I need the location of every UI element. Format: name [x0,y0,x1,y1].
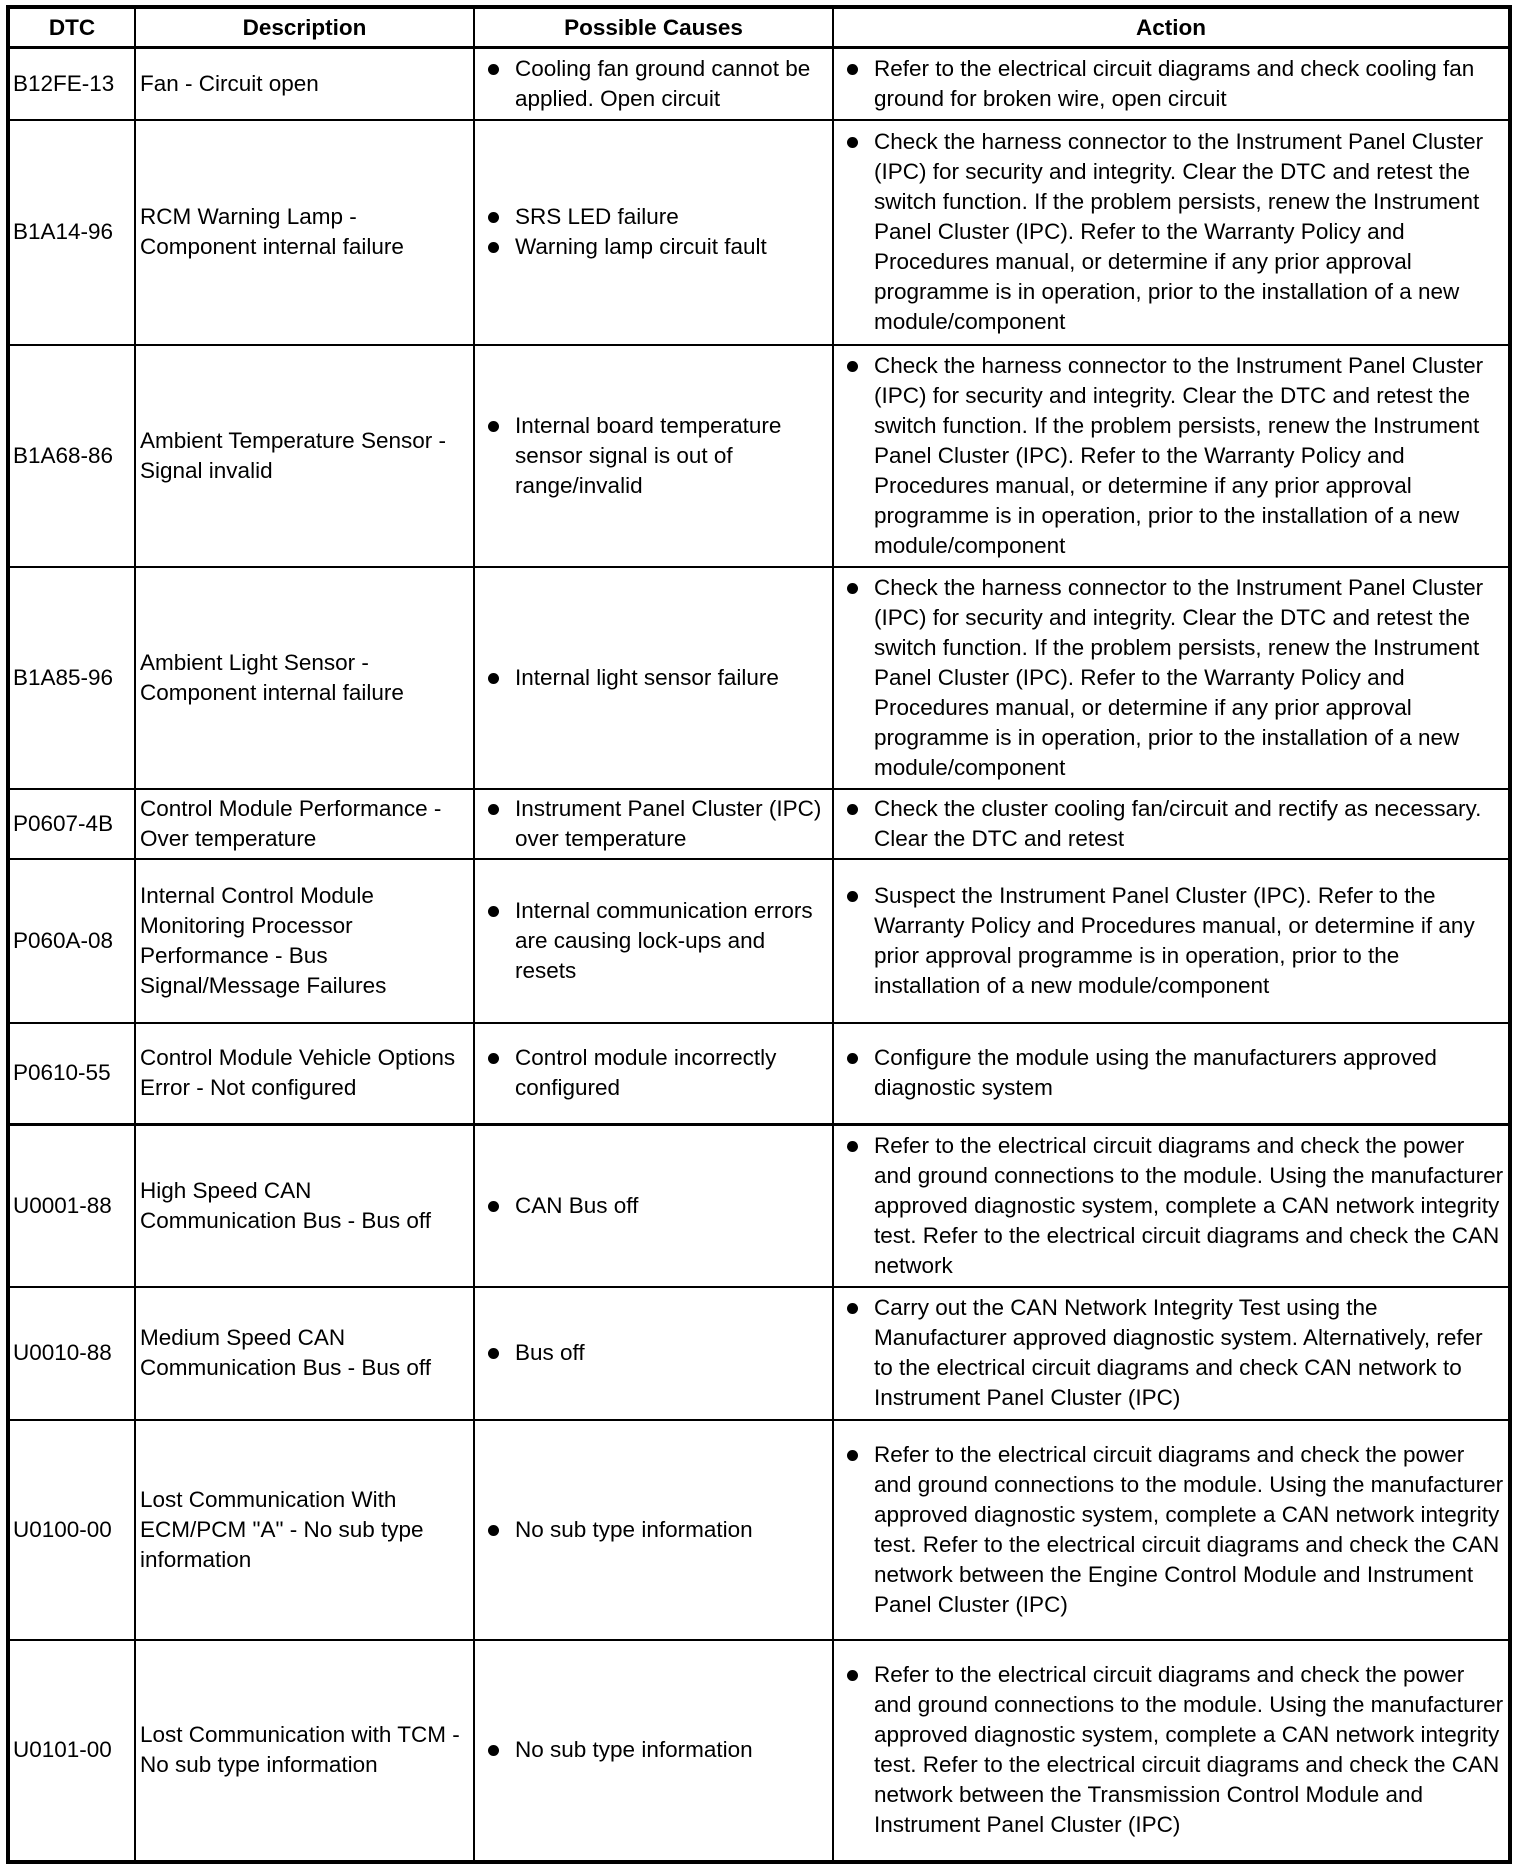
dtc-code: B12FE-13 [8,48,135,120]
possible-causes-cell [474,48,833,120]
possible-cause-item [481,54,828,114]
table-row [8,859,1510,1023]
dtc-description: Control Module Vehicle Options Error - Not configured [135,1023,474,1125]
action-cell [833,859,1510,1023]
possible-causes-cell [474,1287,833,1420]
action-text: Refer to the electrical circuit diagrams and check the power and ground connections to the module. Using the manufacturer approved diagnostic system, complete a CAN network integrity test. Refer to the electrical circuit diagrams and check the CAN network between the Engine Control Module and Instrument Panel Cluster (IPC) [874,1441,1504,1617]
bullet-icon [847,361,858,372]
action-list [840,1131,1504,1281]
possible-cause-text: No sub type information [515,1737,753,1762]
dtc-code: B1A14-96 [8,120,135,345]
dtc-description: Control Module Performance - Over temperature [135,789,474,859]
table-row [8,1023,1510,1125]
possible-cause-item [481,663,828,693]
dtc-code: U0100-00 [8,1420,135,1640]
possible-causes-cell [474,120,833,345]
possible-cause-text: No sub type information [515,1516,753,1542]
table-row [8,1287,1510,1420]
action-text: Check the harness connector to the Instrument Panel Cluster (IPC) for security and integrity. Clear the DTC and retest the switch function. If the problem persists, renew the Instrument Panel Cluster (IPC). Refer to the Warranty Policy and Procedures manual, or determine if any prior approval programme is in operation, prior to the installation of a new module/component [874,129,1484,334]
possible-cause-item [481,896,828,986]
table-row [8,1125,1510,1287]
action-list [840,54,1504,114]
dtc-description: Ambient Temperature Sensor - Signal invalid [135,345,474,567]
possible-causes-cell [474,1125,833,1287]
bullet-icon [488,1201,499,1212]
bullet-icon [488,64,499,75]
action-item [840,1131,1504,1281]
bullet-icon [847,1141,858,1152]
possible-causes-list [481,1735,828,1765]
bullet-icon [847,583,858,594]
possible-cause-text: Warning lamp circuit fault [515,234,767,259]
possible-causes-list [481,202,828,262]
dtc-table [6,5,1512,1864]
action-cell [833,120,1510,345]
bullet-icon [488,1348,499,1359]
action-text: Check the harness connector to the Instrument Panel Cluster (IPC) for security and integrity. Clear the DTC and retest the switch function. If the problem persists, renew the Instrument Panel Cluster (IPC). Refer to the Warranty Policy and Procedures manual, or determine if any prior approval programme is in operation, prior to the installation of a new module/component [874,352,1484,558]
header-row [8,7,1510,48]
dtc-code: U0001-88 [8,1125,135,1287]
action-item [840,351,1504,561]
possible-causes-cell [474,345,833,567]
possible-causes-cell [474,1023,833,1125]
possible-causes-list [481,1515,828,1545]
action-list [840,1043,1504,1103]
action-cell [833,789,1510,859]
bullet-icon [847,804,858,815]
possible-causes-list [481,896,828,986]
action-text: Refer to the electrical circuit diagrams and check cooling fan ground for broken wire, open circuit [874,55,1475,111]
action-cell [833,1125,1510,1287]
bullet-icon [488,1525,499,1536]
possible-causes-cell [474,1640,833,1862]
action-list [840,351,1504,561]
bullet-icon [488,242,499,253]
dtc-code: P060A-08 [8,859,135,1023]
action-text: Check the harness connector to the Instrument Panel Cluster (IPC) for security and integrity. Clear the DTC and retest the switch function. If the problem persists, renew the Instrument Panel Cluster (IPC). Refer to the Warranty Policy and Procedures manual, or determine if any prior approval programme is in operation, prior to the installation of a new module/component [874,574,1484,780]
dtc-code: B1A85-96 [8,567,135,789]
action-cell [833,345,1510,567]
bullet-icon [847,1670,858,1681]
possible-cause-item [481,1191,828,1221]
possible-cause-text: Instrument Panel Cluster (IPC) over temperature [515,795,822,851]
action-item [840,573,1504,783]
bullet-icon [847,891,858,902]
possible-cause-item [481,1043,828,1103]
action-cell [833,1023,1510,1125]
action-text: Carry out the CAN Network Integrity Test using the Manufacturer approved diagnostic system. Alternatively, refer to the electrical circuit diagrams and check CAN network to Instrument Panel Cluster (IPC) [874,1295,1483,1410]
possible-cause-text: CAN Bus off [515,1192,639,1218]
dtc-description: RCM Warning Lamp - Component internal failure [135,120,474,345]
dtc-description: Ambient Light Sensor - Component internal failure [135,567,474,789]
table-row [8,789,1510,859]
action-text: Check the cluster cooling fan/circuit and rectify as necessary. Clear the DTC and retest [874,795,1482,851]
dtc-description: Lost Communication with TCM - No sub type information [135,1640,474,1862]
action-item [840,127,1504,337]
table-body [8,48,1510,1862]
action-cell [833,1640,1510,1862]
header-description: Description [135,7,474,48]
action-cell [833,1287,1510,1420]
action-list [840,1293,1504,1413]
dtc-description: High Speed CAN Communication Bus - Bus off [135,1125,474,1287]
dtc-description: Medium Speed CAN Communication Bus - Bus off [135,1287,474,1420]
dtc-code: U0101-00 [8,1640,135,1862]
action-list [840,1660,1504,1840]
bullet-icon [847,64,858,75]
action-item [840,794,1504,854]
possible-causes-list [481,1338,828,1368]
action-text: Refer to the electrical circuit diagrams and check the power and ground connections to the module. Using the manufacturer approved diagnostic system, complete a CAN network integrity test. Refer to the electrical circuit diagrams and check the CAN network between the Transmission Control Module and Instrument Panel Cluster (IPC) [874,1662,1504,1837]
possible-cause-text: Internal light sensor failure [515,664,779,690]
action-cell [833,48,1510,120]
possible-causes-list [481,54,828,114]
dtc-description: Fan - Circuit open [135,48,474,120]
dtc-code: P0610-55 [8,1023,135,1125]
possible-cause-item [481,202,828,232]
action-item [840,1043,1504,1103]
possible-cause-text: Internal board temperature sensor signal is out of range/invalid [515,412,782,498]
possible-causes-cell [474,1420,833,1640]
table-row [8,1640,1510,1862]
possible-cause-text: Bus off [515,1340,585,1365]
action-list [840,573,1504,783]
possible-causes-list [481,411,828,501]
action-item [840,1660,1504,1840]
dtc-code: P0607-4B [8,789,135,859]
possible-causes-list [481,1043,828,1103]
action-text: Refer to the electrical circuit diagrams and check the power and ground connections to the module. Using the manufacturer approved diagnostic system, complete a CAN network integrity test. Refer to the electrical circuit diagrams and check the CAN network [874,1132,1504,1278]
bullet-icon [847,137,858,148]
action-item [840,881,1504,1001]
possible-causes-list [481,794,828,854]
header-possible-causes: Possible Causes [474,7,833,48]
possible-cause-text: SRS LED failure [515,204,679,229]
dtc-description: Internal Control Module Monitoring Processor Performance - Bus Signal/Message Failures [135,859,474,1023]
action-item [840,1293,1504,1413]
possible-cause-text: Internal communication errors are causing lock-ups and resets [515,897,813,983]
bullet-icon [488,804,499,815]
possible-cause-item [481,1735,828,1765]
dtc-code: U0010-88 [8,1287,135,1420]
possible-causes-cell [474,789,833,859]
bullet-icon [847,1303,858,1314]
action-cell [833,567,1510,789]
table-row [8,1420,1510,1640]
bullet-icon [488,1053,499,1064]
table-row [8,345,1510,567]
possible-cause-item [481,1338,828,1368]
bullet-icon [488,906,499,917]
action-cell [833,1420,1510,1640]
bullet-icon [488,1745,499,1756]
bullet-icon [488,673,499,684]
bullet-icon [847,1053,858,1064]
possible-cause-item [481,232,828,262]
possible-causes-list [481,663,828,693]
header-action: Action [833,7,1510,48]
possible-causes-cell [474,567,833,789]
possible-cause-text: Control module incorrectly configured [515,1045,777,1101]
table-row [8,48,1510,120]
possible-causes-cell [474,859,833,1023]
action-list [840,1440,1504,1620]
action-item [840,54,1504,114]
action-item [840,1440,1504,1620]
action-list [840,794,1504,854]
possible-causes-list [481,1191,828,1221]
action-list [840,881,1504,1001]
bullet-icon [488,421,499,432]
possible-cause-text: Cooling fan ground cannot be applied. Open circuit [515,55,811,111]
possible-cause-item [481,794,828,854]
header-dtc: DTC [8,7,135,48]
possible-cause-item [481,1515,828,1545]
action-text: Configure the module using the manufacturers approved diagnostic system [874,1045,1437,1101]
table-row [8,120,1510,345]
dtc-code: B1A68-86 [8,345,135,567]
dtc-description: Lost Communication With ECM/PCM "A" - No sub type information [135,1420,474,1640]
action-list [840,127,1504,337]
action-text: Suspect the Instrument Panel Cluster (IPC). Refer to the Warranty Policy and Procedures manual, or determine if any prior approval programme is in operation, prior to the installation of a new module/component [874,882,1475,998]
possible-cause-item [481,411,828,501]
bullet-icon [847,1450,858,1461]
table-row [8,567,1510,789]
bullet-icon [488,212,499,223]
